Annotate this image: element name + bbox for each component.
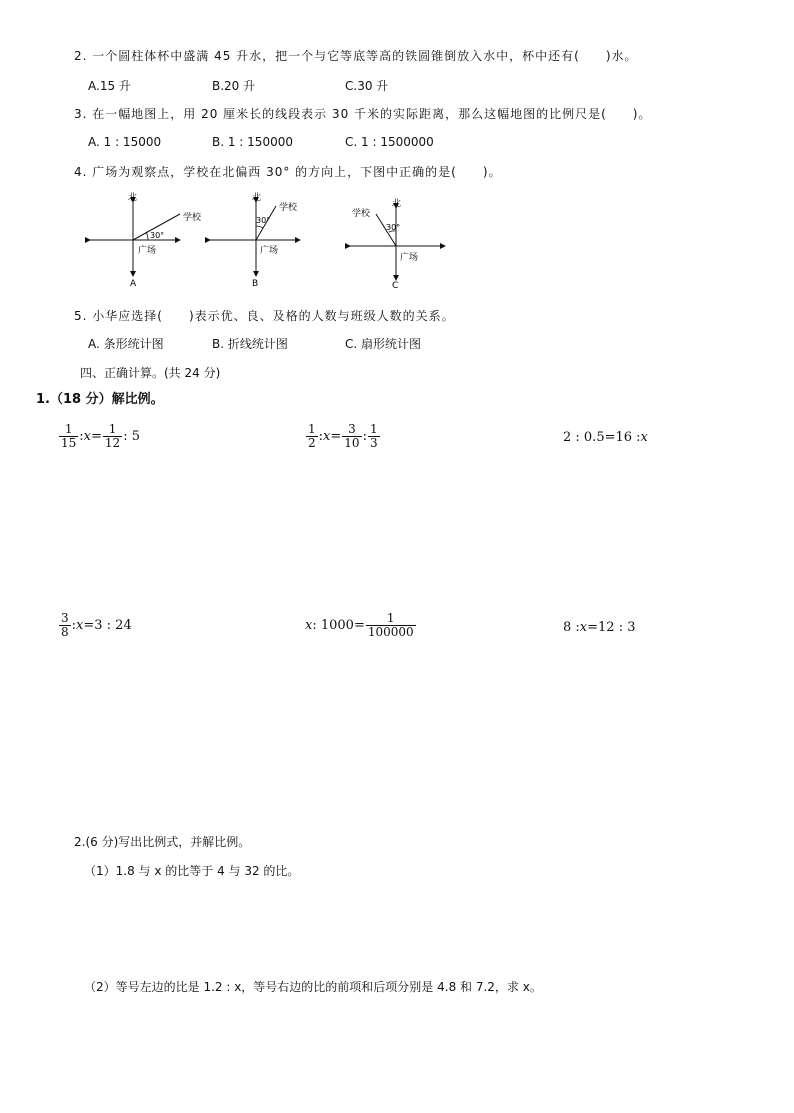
diagram-a-square: 广场	[138, 246, 157, 256]
diagram-a-school: 学校	[183, 213, 202, 223]
diagram-a-angle: 30°	[150, 231, 165, 240]
q3-option-c: C. 1 : 1500000	[345, 135, 434, 149]
calc2-problem-1: （1）1.8 与 x 的比等于 4 与 32 的比。	[84, 864, 300, 878]
q3-text: 3. 在一幅地图上，用 20 厘米长的线段表示 30 千米的实际距离，那么这幅地图的比例尺是( )。	[74, 107, 652, 121]
q2-option-b: B.20 升	[212, 79, 256, 93]
diagram-c-angle: 30°	[386, 223, 401, 232]
equation-6: 8 : x =12 : 3	[563, 620, 636, 635]
q5-option-c: C. 扇形统计图	[345, 337, 422, 351]
equation-4: $\frac{3}{8}$ : x =3 : 24	[61, 611, 132, 639]
diagram-a-north: 北	[128, 193, 138, 203]
q2-option-a: A.15 升	[88, 79, 131, 93]
q2-text: 2. 一个圆柱体杯中盛满 45 升水，把一个与它等底等高的铁圆锥倒放入水中，杯中还有( )水。	[74, 49, 638, 63]
q5-option-b: B. 折线统计图	[212, 337, 288, 351]
q3-option-b: B. 1 : 150000	[212, 135, 293, 149]
diagram-c-school: 学校	[352, 209, 371, 219]
diagram-b	[210, 191, 300, 289]
q2-option-c: C.30 升	[345, 79, 389, 93]
diagram-c-north: 北	[392, 199, 402, 209]
diagram-b-north: 北	[252, 193, 262, 203]
direction-diagrams	[0, 190, 794, 290]
calc1-title: 1.（18 分）解比例。	[36, 392, 164, 407]
q3-option-a: A. 1 : 15000	[88, 135, 162, 149]
diagram-b-letter: B	[252, 279, 259, 289]
equation-5: x : 1000= $\frac{1}{100000}$	[305, 611, 414, 639]
equation-2: $\frac{1}{2}$ : x = $\frac{3}{10}$ : $\frac{1}{3}$	[308, 422, 378, 450]
diagram-b-angle: 30°	[256, 216, 271, 225]
diagram-b-square: 广场	[260, 246, 279, 256]
diagram-c-letter: C	[392, 281, 399, 290]
q4-text: 4. 广场为观察点，学校在北偏西 30° 的方向上，下图中正确的是( )。	[74, 165, 502, 179]
calc2-problem-2: （2）等号左边的比是 1.2 : x，等号右边的比的前项和后项分别是 4.8 和 7.2，求 x。	[84, 980, 542, 994]
diagram-c	[350, 197, 445, 290]
q5-option-a: A. 条形统计图	[88, 337, 164, 351]
diagram-a	[90, 191, 202, 289]
diagram-a-letter: A	[130, 279, 137, 289]
calc2-title: 2.(6 分)写出比例式，并解比例。	[74, 835, 251, 849]
equation-3: 2 : 0.5=16 : x	[563, 430, 648, 445]
diagram-b-school: 学校	[279, 203, 298, 213]
diagram-c-square: 广场	[400, 253, 419, 263]
equation-1: $\frac{1}{15}$ : x = $\frac{1}{12}$ : 5	[61, 422, 140, 450]
section-title: 四、正确计算。(共 24 分)	[80, 366, 221, 380]
q5-text: 5. 小华应选择( )表示优、良、及格的人数与班级人数的关系。	[74, 309, 455, 323]
